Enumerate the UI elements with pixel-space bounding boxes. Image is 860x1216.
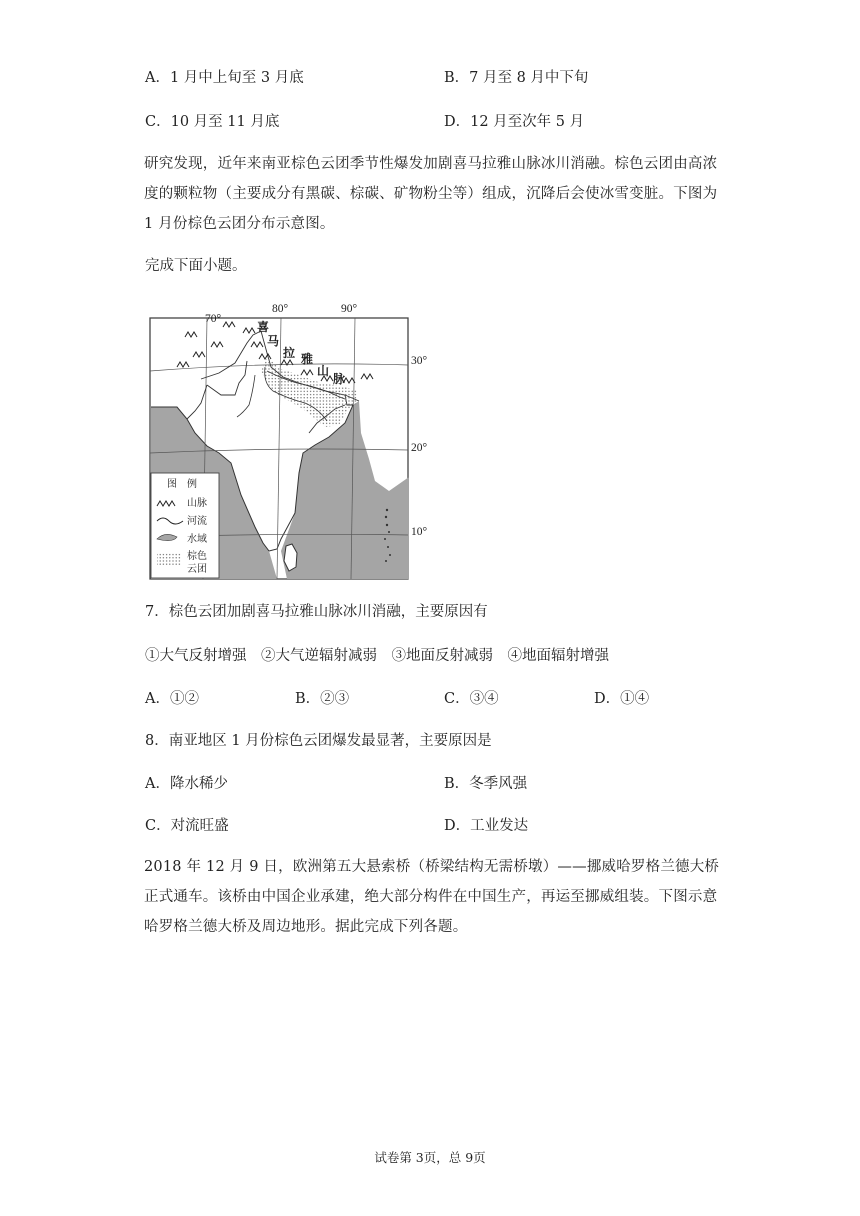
instruction-text: 完成下面小题。 — [145, 258, 247, 274]
q8-option-d: D．工业发达 — [444, 818, 529, 834]
legend-cloud-label-2: 云团 — [187, 564, 207, 575]
page-footer: 试卷第 3页，总 9页 — [374, 1150, 486, 1165]
mountain-char-5: 山 — [317, 364, 330, 378]
lon-label-70: 70° — [205, 313, 222, 326]
mountain-char-2: 马 — [267, 334, 280, 348]
map-legend — [151, 473, 219, 578]
q6-option-b: B．7 月至 8 月中下旬 — [444, 70, 589, 86]
q8-option-c: C．对流旺盛 — [145, 818, 229, 834]
q7-statements: ①大气反射增强 ②大气逆辐射减弱 ③地面反射减弱 ④地面辐射增强 — [145, 648, 609, 664]
q8-stem: 8．南亚地区 1 月份棕色云团爆发最显著，主要原因是 — [145, 733, 492, 749]
q6-option-d: D．12 月至次年 5 月 — [444, 114, 585, 130]
intro-paragraph: 研究发现，近年来南亚棕色云团季节性爆发加剧喜马拉雅山脉冰川消融。棕色云团由高浓度的颗粒物（主要成分有黑碳、棕碳、矿物粉尘等）组成，沉降后会使冰雪变脏。下图为 1 月份棕色云团分布示意图。 — [144, 156, 718, 232]
lon-label-80: 80° — [272, 303, 289, 316]
lat-label-20: 20° — [411, 442, 428, 454]
q8-option-b: B．冬季风强 — [444, 776, 528, 792]
mountain-char-3: 拉 — [283, 346, 296, 360]
brown-cloud-map — [149, 303, 428, 580]
legend-mountain-label: 山脉 — [187, 498, 207, 509]
q7-option-b: B．②③ — [295, 691, 350, 707]
q8-option-a: A．降水稀少 — [145, 776, 228, 792]
bridge-paragraph: 2018 年 12 月 9 日，欧洲第五大悬索桥（桥梁结构无需桥墩）——挪威哈罗格兰德大桥正式通车。该桥由中国企业承建，绝大部分构件在中国生产，再运至挪威组装。下图示意哈罗格兰德大桥及周边地形。据此完成下列各题。 — [144, 859, 720, 935]
q7-option-d: D．①④ — [594, 691, 650, 707]
lat-label-10: 10° — [411, 526, 428, 538]
legend-cloud-icon — [157, 553, 181, 565]
legend-title: 图 例 — [167, 479, 197, 490]
q7-option-c: C．③④ — [444, 691, 499, 707]
q7-stem: 7．棕色云团加剧喜马拉雅山脉冰川消融，主要原因有 — [145, 604, 488, 620]
q6-option-c: C．10 月至 11 月底 — [145, 114, 280, 130]
legend-river-label: 河流 — [187, 516, 207, 527]
mountain-char-6: 脉 — [333, 372, 346, 386]
lat-label-30: 30° — [411, 355, 428, 367]
legend-water-label: 水域 — [187, 534, 207, 545]
mountain-char-4: 雅 — [301, 352, 314, 366]
q6-option-a: A．1 月中上旬至 3 月底 — [145, 70, 304, 86]
legend-cloud-label-1: 棕色 — [187, 551, 207, 562]
q7-option-a: A．①② — [145, 691, 199, 707]
lon-label-90: 90° — [341, 303, 358, 316]
mountain-char-1: 喜 — [257, 320, 270, 334]
